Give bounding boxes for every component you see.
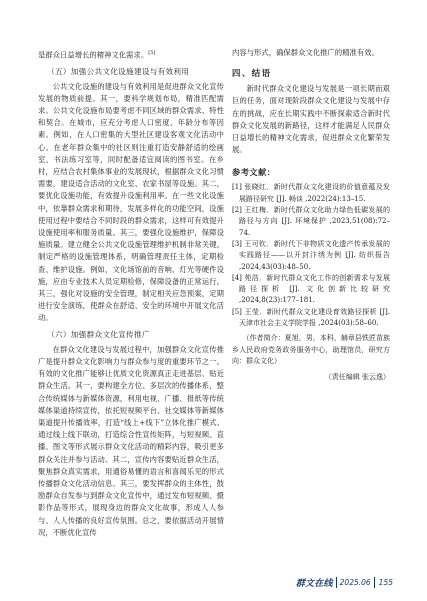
issue-number: 2025.06 — [339, 577, 371, 587]
page-number: 155 — [378, 577, 393, 587]
reference-item: [4] 苑浩．新时代群众文化工作的创新需求与发展路径探析 [J]. 文化创新比较研究 ,2024,8(23):177–181. — [232, 273, 390, 305]
reference-item: [5] 王莹．新时代群众文化建设育效路径探析 [J]. 天津市社会主义学院学报 ,2024(03):58–60. — [232, 307, 390, 327]
reference-item: [2] 王红梅．新时代群众文化助力绿色低碳发展的路径与方向 [J]. 环境保护 ,2023,51(08):72–74. — [232, 206, 390, 237]
paragraph-facilities: 公共文化设施的建设与有效利用是促进群众文化宣传发展的物质前提。其一，要科学规划布局，精准匹配需求。公共文化设施布局要考虑不同区域的群众需求、特性和契合。在城市，应充分考虑人口密度、年龄分布等因素。例如，在人口密集的大型社区建设客观文化活动中心。在老年群众集中的社区则注重打造安静舒适的绘画室、书法练习室等，同时配备适宜阅读的图书室。在乡村，应结合农村集体事业的发展现状，根据群众文化习惯需要，建设适合活动的文化室、农家书屋等设施。其二，要优化设施功能，有效提升设施利用率。在一些文化设施中，依靠群众需求和期待，发展多样化的功能空间，设施使用过程中要结合不同时段的群众需求，这样可有效提升设施使用率和服务质量。其三，要强化设施维护，保障设施质量。建立健全公共文化设施管理维护机制非常关键。制定严格的设施管理体系，明确管理责任主体，定期检查、维护设施。例如，文化场馆前的音响、灯光等硬件设施，应由专业技术人员定期检修，保障设备的正常运行。其三，强化对设施的安全管理，制定相关应急预案，定期进行安全演练，使群众在舒适、安全的环境中开展文化活动。 — [38, 81, 224, 323]
footer-divider — [374, 577, 375, 588]
section-heading-conclusion: 四、结语 — [232, 68, 272, 79]
left-column — [38, 47, 224, 539]
subheading-promotion: （六）加强群众文化宣传推广 — [47, 329, 150, 339]
right-column — [232, 47, 390, 383]
page-footer — [283, 572, 393, 592]
journal-brand: 群文在线 — [295, 578, 333, 589]
paragraph-promotion: 在群众文化建设与发展过程中，加强群众文化宣传推广是提升群众文化影响力与群众参与度的重要环节之一。有效的文化推广能够让优质文化资源真正走进基层、贴近群众生活。其一，要构建全方位、多层次的传播体系，整合传统媒体与新媒体资源，利用电视、广播、报纸等传统媒体渠道持续宣传，依托短视频平台、社交媒体等新媒体渠道提升传播效率，打造“线上+线下”立体化推广模式。通过线上线下联动，打造综合性宣传矩阵，与短视频、直播、图文等形式展示群众文化活动的精彩内容，吸引更多群众关注并参与活动。其二，宣传内容要贴近群众生活，聚焦群众真实需求，用通俗易懂的语言和喜闻乐见的形式传播群众文化活动信息。其三，要发挥群众的主体性，鼓励群众自发参与到群众文化宣传中，通过发布短视频、摄影作品等形式，展现身边的群众文化故事，形成人人参与、人人传播的良好宣传氛围。总之，要依据活动开展情况，不断优化宣传 — [38, 344, 224, 537]
paragraph-intro-tail: 是群众日益增长的精神文化需求。[5] — [38, 50, 156, 60]
footer-divider — [336, 577, 337, 588]
author-note: （作者简介：夏旭，男，本科，赫章县铁匠苗族乡人民政府党务政务服务中心，助理馆员，研究方向：群众文化） — [232, 334, 390, 366]
reference-item: [3] 王可钦．新时代下非物质文化遗产传承发展的实践路径——以开封汴绣为例 [J]. 纺织报告 ,2024,43(03):48–50. — [232, 239, 390, 271]
paragraph-promotion-tail: 内容与形式，确保群众文化推广的精准有效。 — [232, 48, 379, 57]
references-heading: 参考文献： — [232, 167, 276, 178]
reference-list — [232, 182, 390, 329]
citation-mark: [5] — [148, 50, 156, 56]
subheading-facilities: （五）加强公共文化设施建设与有效利用 — [47, 66, 190, 76]
reference-item: [1] 张晓红．新时代群众文化建设的价值意蕴及发展路径研究 [J]. 畅谈 ,2022(24):13–15. — [232, 183, 390, 203]
editor-credit: （责任编辑 张云逸） — [324, 372, 390, 381]
paragraph-conclusion: 新时代群众文化建设与发展是一项长期而艰巨的任务，面对现阶段群众文化建设与发展中存在的挑战，应在长期实践中不断探索适合新时代群众文化发展的新路径，这样才能满足人民群众日益增长的精神文化需求，促进群众文化繁荣发展。 — [232, 84, 390, 155]
